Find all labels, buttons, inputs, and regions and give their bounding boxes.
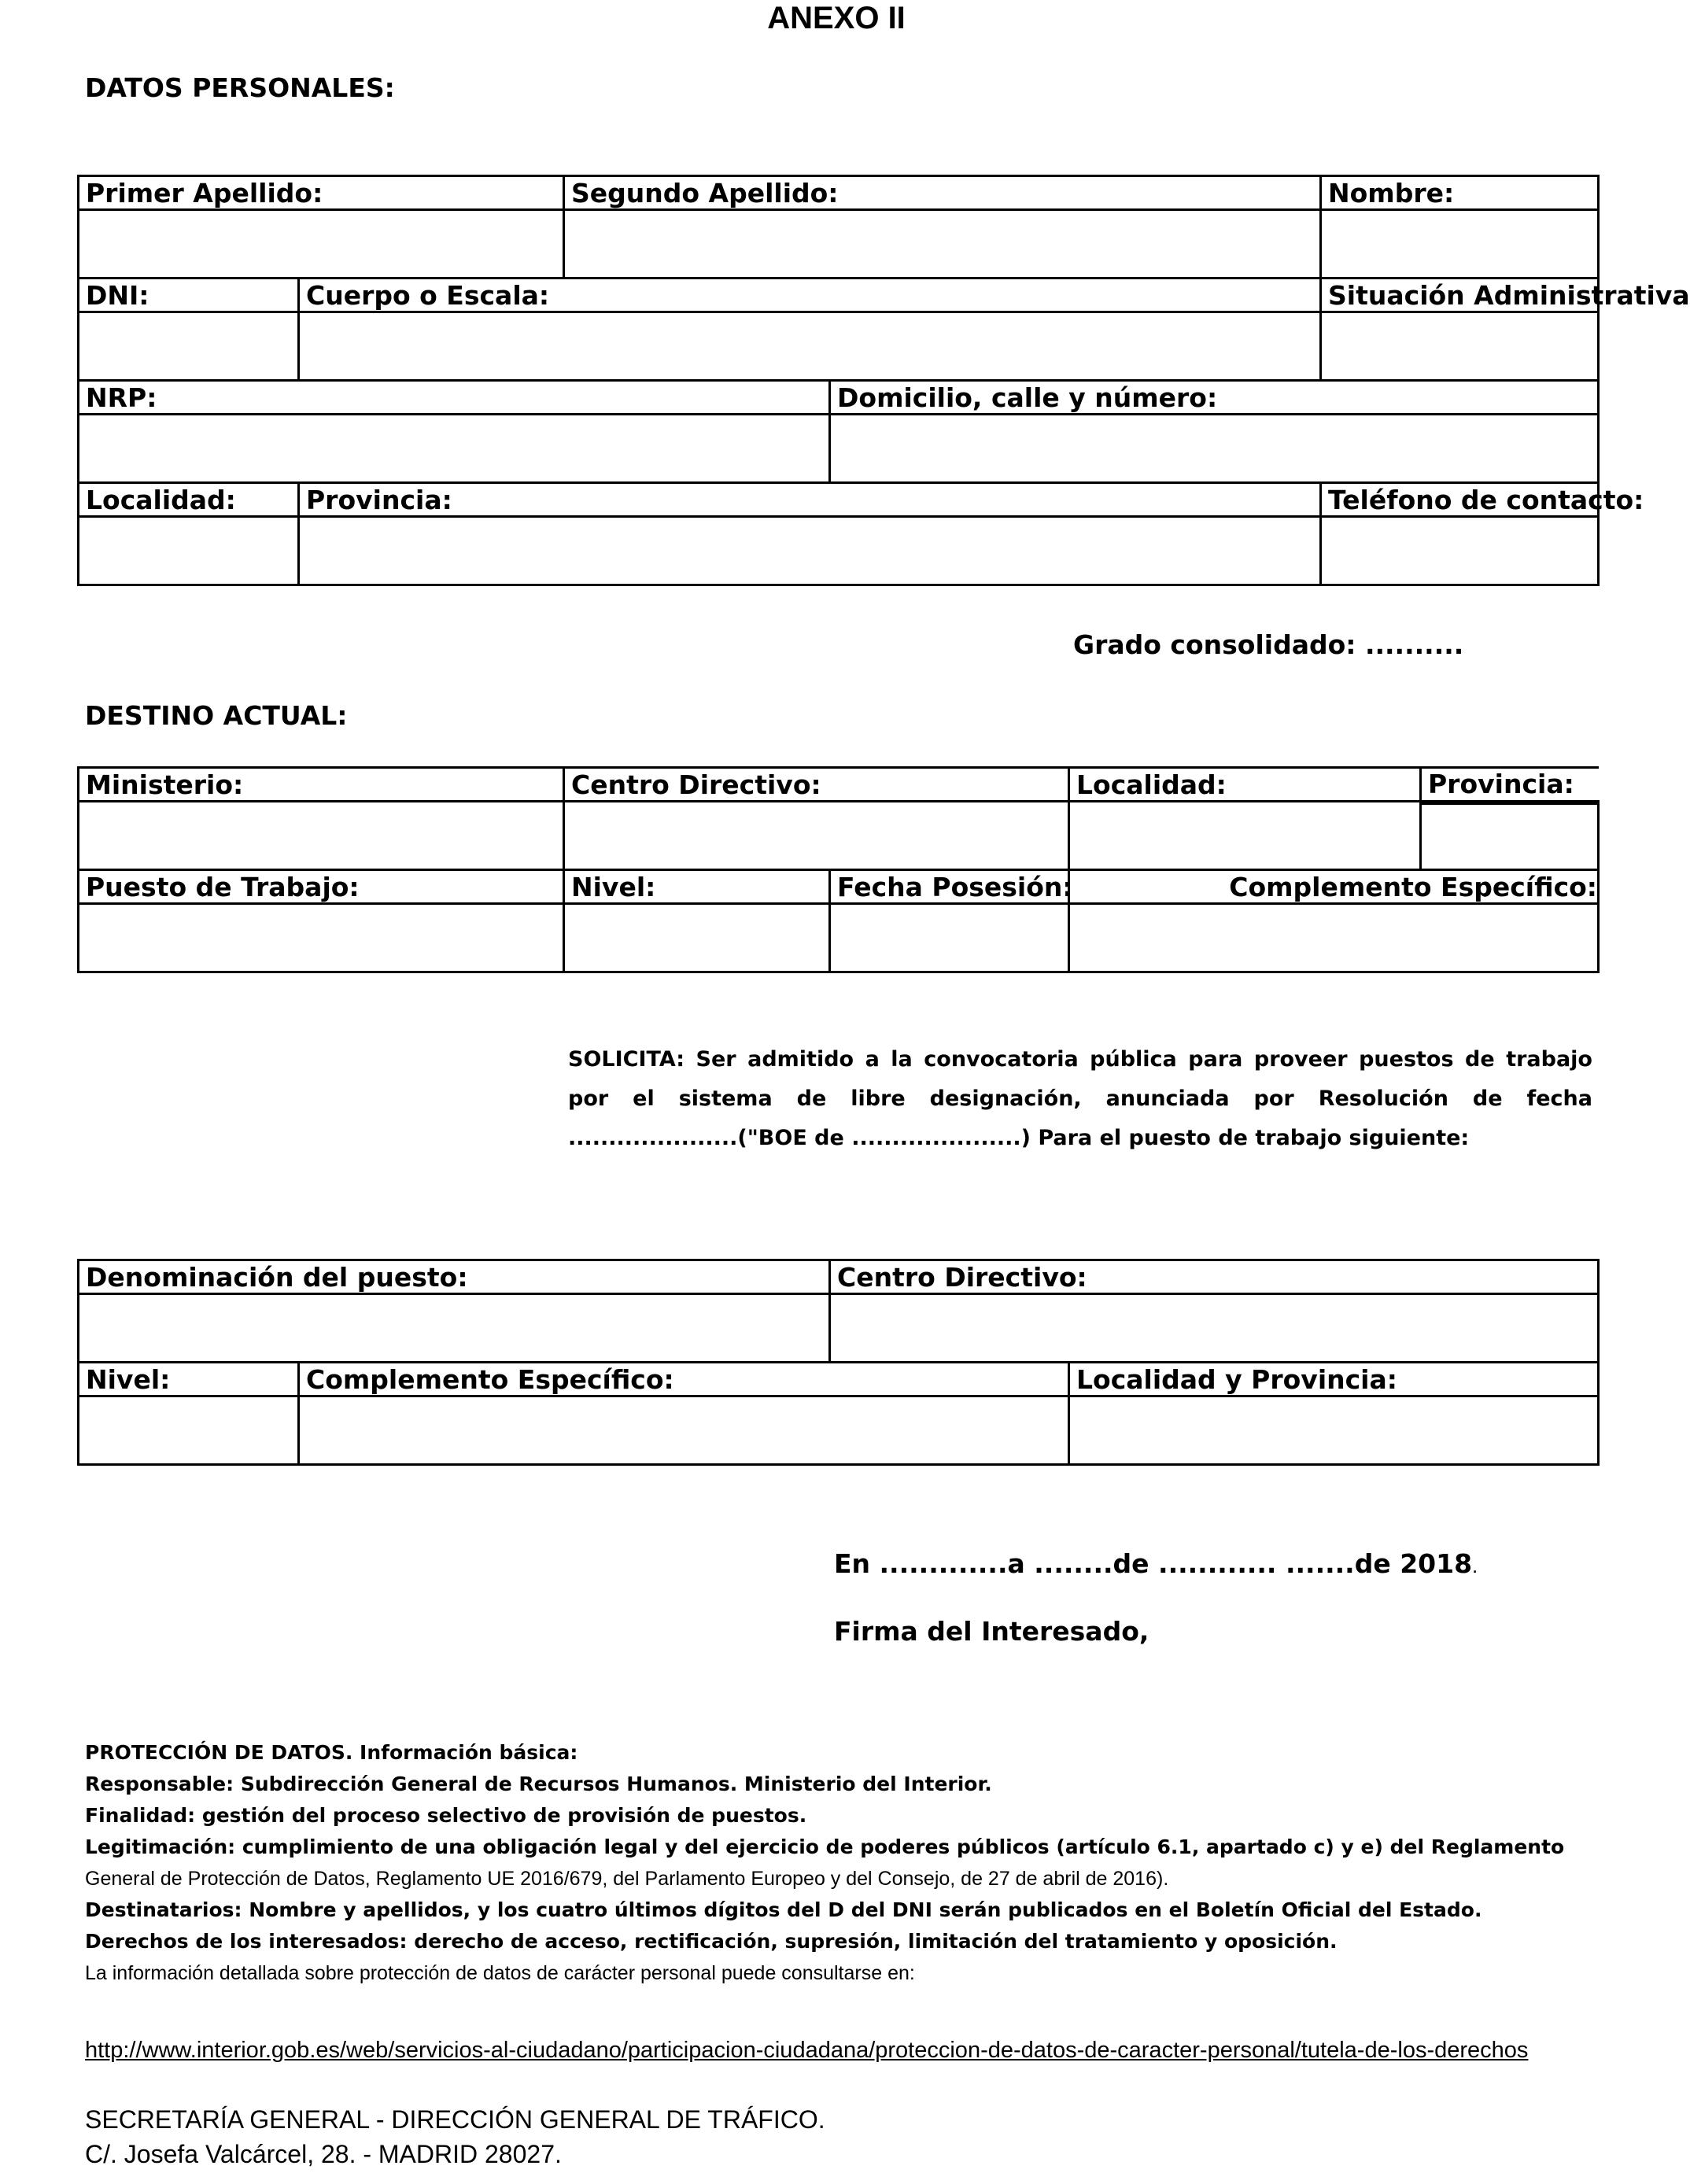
provincia-actual-divider — [1419, 802, 1597, 805]
complemento-especifico-actual-label: Complemento Específico: — [1069, 870, 1599, 904]
nombre-field[interactable] — [1321, 210, 1599, 279]
puesto-trabajo-field[interactable] — [79, 904, 564, 972]
proteccion-datos-block — [85, 1737, 1564, 1989]
pd-legitimacion-cont: General de Protección de Datos, Reglamento UE 2016/679, del Parlamento Europeo y del Consejo, de 27 de abril de 2016). — [85, 1868, 1169, 1890]
document-title: ANEXO II — [767, 1, 906, 35]
pd-destinatarios — [85, 1894, 1564, 1926]
nivel-solicitado-label: Nivel: — [79, 1363, 299, 1396]
domicilio-label: Domicilio, calle y número: — [830, 381, 1599, 415]
pd-destinatarios-b: del DNI serán publicados en el Boletín Oficial del Estado. — [851, 1898, 1482, 1921]
pd-responsable: Responsable: Subdirección General de Recursos Humanos. Ministerio del Interior. — [85, 1773, 992, 1795]
dni-field[interactable] — [79, 312, 299, 381]
footer-line-2: C/. Josefa Valcárcel, 28. - MADRID 28027. — [85, 2140, 562, 2168]
segundo-apellido-label: Segundo Apellido: — [564, 176, 1321, 210]
complemento-especifico-actual-field[interactable] — [1069, 904, 1599, 972]
puesto-solicitado-table — [77, 1259, 1600, 1466]
centro-directivo-solicitado-field[interactable] — [830, 1294, 1599, 1363]
dni-label: DNI: — [79, 279, 299, 312]
pd-finalidad: Finalidad: gestión del proceso selectivo de provisión de puestos. — [85, 1804, 807, 1827]
denominacion-puesto-field[interactable] — [79, 1294, 830, 1363]
pd-informacion: La información detallada sobre protección de datos de carácter personal puede consultarse en: — [85, 1962, 915, 1984]
centro-directivo-solicitado-label: Centro Directivo: — [830, 1260, 1599, 1294]
pd-url-link[interactable]: http://www.interior.gob.es/web/servicios-al-ciudadano/participacion-ciudadana/proteccion-de-datos-de-caracter-personal/tutela-de-los-derechos — [85, 2038, 1529, 2063]
complemento-especifico-solicitado-label: Complemento Específico: — [299, 1363, 1069, 1396]
fecha-period: . — [1472, 1554, 1478, 1577]
firma-interesado: Firma del Interesado, — [834, 1616, 1149, 1647]
pd-heading: PROTECCIÓN DE DATOS. Información básica: — [85, 1741, 578, 1764]
nivel-solicitado-field[interactable] — [79, 1396, 299, 1465]
fecha-text: En .............a ........de ............ .......de 2018 — [834, 1548, 1473, 1579]
nivel-actual-field[interactable] — [564, 904, 830, 972]
nombre-label: Nombre: — [1321, 176, 1599, 210]
primer-apellido-label: Primer Apellido: — [79, 176, 564, 210]
centro-directivo-field[interactable] — [564, 802, 1069, 870]
centro-directivo-label: Centro Directivo: — [564, 768, 1069, 802]
primer-apellido-field[interactable] — [79, 210, 564, 279]
pd-legitimacion: Legitimación: cumplimiento de una obligación legal y del ejercicio de poderes públicos (artículo 6.1, apartado c) y e) del Reglamento — [85, 1835, 1565, 1858]
localidad-provincia-label: Localidad y Provincia: — [1069, 1363, 1599, 1396]
nivel-actual-label: Nivel: — [564, 870, 830, 904]
cuerpo-escala-label: Cuerpo o Escala: — [299, 279, 1321, 312]
cuerpo-escala-field[interactable] — [299, 312, 1321, 381]
domicilio-field[interactable] — [830, 415, 1599, 483]
ministerio-label: Ministerio: — [79, 768, 564, 802]
localidad-provincia-field[interactable] — [1069, 1396, 1599, 1465]
nrp-label: NRP: — [79, 381, 830, 415]
datos-personales-heading: DATOS PERSONALES: — [85, 72, 395, 103]
ministerio-field[interactable] — [79, 802, 564, 870]
pd-destinatarios-a: Destinatarios: Nombre y apellidos, y los cuatro últimos dígitos del D — [85, 1898, 845, 1921]
puesto-trabajo-label: Puesto de Trabajo: — [79, 870, 564, 904]
fecha-line — [834, 1548, 1478, 1579]
situacion-administrativa-field[interactable] — [1321, 312, 1599, 381]
segundo-apellido-field[interactable] — [564, 210, 1321, 279]
telefono-label: Teléfono de contacto: — [1321, 483, 1599, 517]
fecha-posesion-field[interactable] — [830, 904, 1069, 972]
situacion-administrativa-label: Situación Administrativa — [1321, 279, 1599, 312]
localidad-field[interactable] — [79, 517, 299, 585]
solicita-paragraph: SOLICITA: Ser admitido a la convocatoria pública para proveer puestos de trabajo por el sistema de libre designación, anunciada por Resolución de fecha .....................("BOE de .....................) Para el puesto de trabajo siguiente: — [568, 1047, 1592, 1150]
grado-consolidado: Grado consolidado: .......... — [1073, 629, 1464, 660]
pd-derechos: Derechos de los interesados: derecho de acceso, rectificación, supresión, limitación del tratamiento y oposición. — [85, 1930, 1338, 1953]
destino-actual-heading: DESTINO ACTUAL: — [85, 700, 348, 731]
provincia-actual-label: Provincia: — [1419, 766, 1597, 870]
localidad-label: Localidad: — [79, 483, 299, 517]
datos-personales-table — [77, 175, 1690, 586]
fecha-posesion-label: Fecha Posesión: — [830, 870, 1069, 904]
complemento-especifico-solicitado-field[interactable] — [299, 1396, 1069, 1465]
telefono-field[interactable] — [1321, 517, 1599, 585]
localidad-actual-label: Localidad: — [1069, 768, 1599, 802]
nrp-field[interactable] — [79, 415, 830, 483]
footer-line-1: SECRETARÍA GENERAL - DIRECCIÓN GENERAL DE TRÁFICO. — [85, 2105, 825, 2134]
provincia-field[interactable] — [299, 517, 1321, 585]
provincia-label: Provincia: — [299, 483, 1321, 517]
denominacion-puesto-label: Denominación del puesto: — [79, 1260, 830, 1294]
destino-actual-table — [77, 766, 1600, 973]
